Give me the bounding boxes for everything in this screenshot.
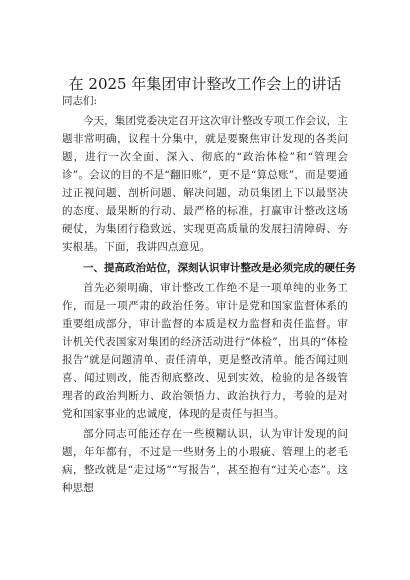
opening-paragraph: 今天，集团党委决定召开这次审计整改专项工作会议，主题非常明确，议程十分集中，就是要聚焦审计发现的各类问题，进行一次全面、深入、彻底的“政治体检”和“管理会诊”。会议的目的不是“翻旧账”，更不是“算总账”，而是要通过正视问题、剖析问题、解决问题，动员集团上下以最坚决的态度、最果断的行动、最严格的标准，打赢审计整改这场硬仗，为集团行稳致远、实现更高质量的发展扫清障碍、夯实根基。下面，我讲四点意见。 [62,115,348,253]
section-1-heading: 一、提高政治站位，深刻认识审计整改是必须完成的硬任务 [83,262,356,274]
section-1-paragraph-1: 首先必须明确，审计整改工作绝不是一项单纯的业务工作，而是一项严肃的政治任务。审计是党和国家监督体系的重要组成部分，审计监督的本质是权力监督和责任监督。审计机关代表国家对集团的经济活动进行“体检”，出具的“体检报告”就是问题清单、责任清单，更是整改清单。能否闻过则喜、闻过则改，能否彻底整改、见到实效，检验的是各级管理者的政治判断力、政治领悟力、政治执行力，考验的是对党和国家事业的忠诚度，体现的是责任与担当。 [62,282,348,420]
greeting: 同志们: [62,95,98,107]
document-title: 在 2025 年集团审计整改工作会上的讲话 [68,75,342,93]
section-1-paragraph-2: 部分同志可能还存在一些模糊认识，认为审计发现的问题，年年都有，不过是一些财务上的小瑕疵、管理上的老毛病，整改就是“走过场”“写报告”，甚至抱有“过关心态”。这种思想 [62,428,348,494]
